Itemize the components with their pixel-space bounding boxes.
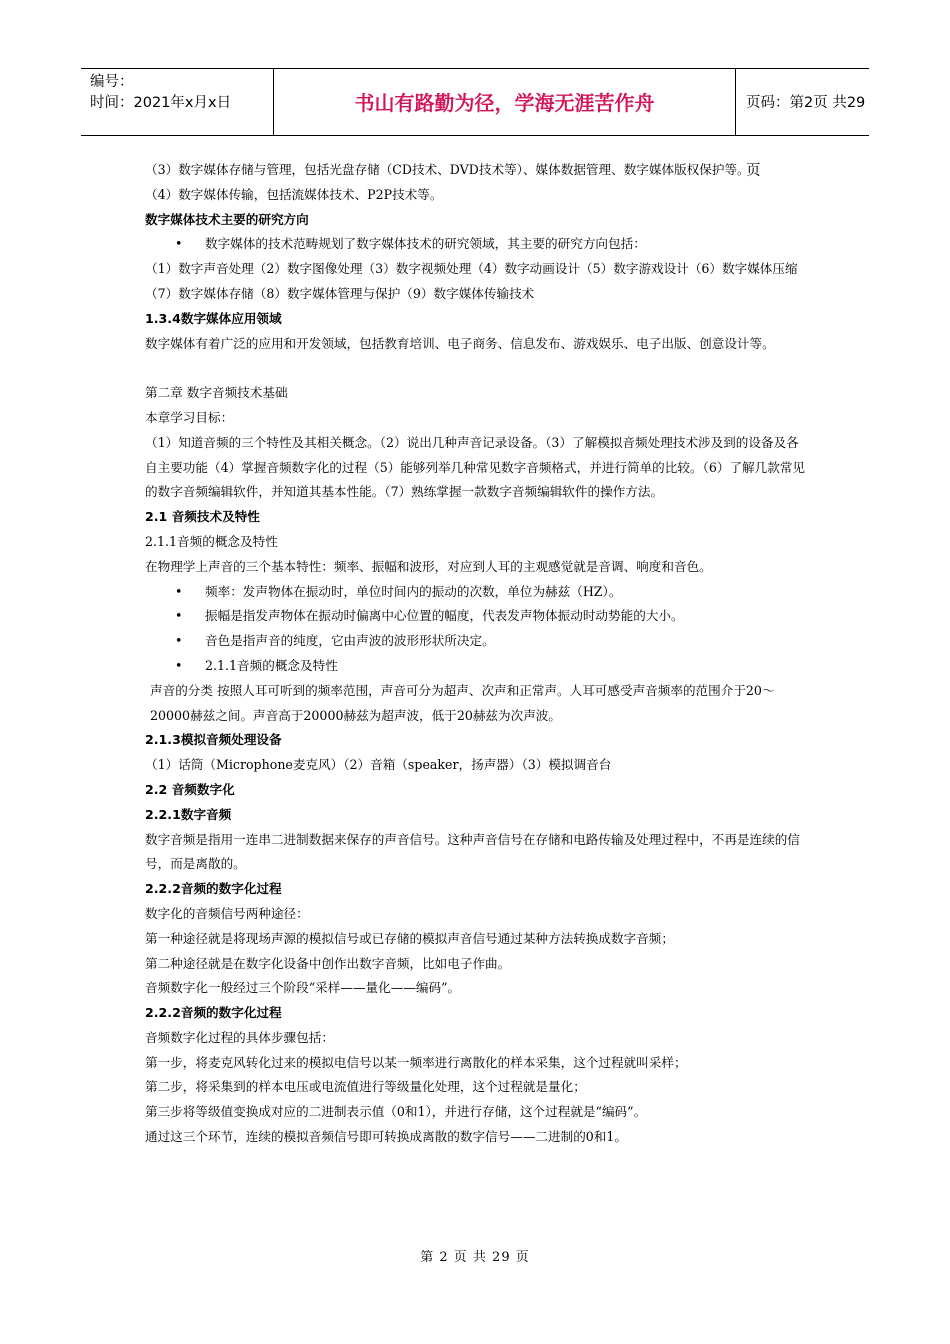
header-motto: 书山有路勤为径，学海无涯苦作舟 — [274, 69, 736, 135]
body-paragraph: 在物理学上声音的三个基本特性：频率、振幅和波形，对应到人耳的主观感觉就是音调、响度和音色。 — [145, 558, 712, 574]
body-paragraph: 第二步，将采集到的样本电压或电流值进行等级量化处理，这个过程就是量化； — [145, 1079, 586, 1095]
body-paragraph: 数字音频是指用一连串二进制数据来保存的声音信号。这种声音信号在存储和电路传输及处理过程中，不再是连续的信号，而是离散的。 — [145, 831, 800, 872]
body-paragraph: （3）数字媒体存储与管理，包括光盘存储（CD技术、DVD技术等）、媒体数据管理、数字媒体版权保护等。 — [145, 162, 750, 177]
body-paragraph: 本章学习目标： — [145, 409, 234, 425]
body-paragraph: （4）数字媒体传输，包括流媒体技术、P2P技术等。 — [145, 186, 443, 202]
page-footer: 第 2 页 共 29 页 — [420, 1250, 530, 1265]
blank-line — [145, 356, 810, 381]
body-paragraph: （1）知道音频的三个特性及其相关概念。（2）说出几种声音记录设备。（3）了解模拟音频处理技术涉及到的设备及各自主要功能（4）掌握音频数字化的过程（5）能够列举几种常见数字音频格式，并进行简单的比较。（6）了解几款常见的数字音频编辑软件，并知道其基本性能。（7）熟练掌握一款数字音频编辑软件的操作方法。 — [145, 434, 806, 500]
body-paragraph: 第一种途径就是将现场声源的模拟信号或已存储的模拟声音信号通过某种方法转换成数字音频； — [145, 930, 674, 946]
section-heading: 2.2.2音频的数字化过程 — [145, 1005, 282, 1021]
body-paragraph: 第二章 数字音频技术基础 — [145, 385, 288, 401]
body-paragraph: （1）数字声音处理（2）数字图像处理（3）数字视频处理（4）数字动画设计（5）数字游戏设计（6）数字媒体压缩（7）数字媒体存储（8）数字媒体管理与保护（9）数字媒体传输技术 — [145, 261, 798, 301]
bullet-text: 音色是指声音的纯度，它由声波的波形形状所决定。 — [205, 633, 495, 649]
body-paragraph: 音频数字化过程的具体步骤包括： — [145, 1029, 334, 1045]
body-paragraph: （1）话筒（Microphone麦克风）（2）音箱（speaker，扬声器）（3）模拟调音台 — [145, 757, 612, 773]
body-paragraph: 2.1.1音频的概念及特性 — [145, 533, 278, 549]
body-paragraph: 通过这三个环节，连续的模拟音频信号即可转换成离散的数字信号——二进制的0和1。 — [145, 1129, 627, 1145]
bullet-icon: • — [175, 608, 183, 624]
body-paragraph: 第二种途径就是在数字化设备中创作出数字音频，比如电子作曲。 — [145, 955, 511, 971]
bullet-text: 2.1.1音频的概念及特性 — [205, 657, 338, 673]
body-paragraph: 第一步，将麦克风转化过来的模拟电信号以某一频率进行离散化的样本采集，这个过程就叫采样； — [145, 1054, 687, 1070]
header-meta-cell — [81, 69, 274, 135]
bullet-item — [145, 654, 810, 679]
bullet-icon: • — [175, 657, 183, 673]
bullet-icon: • — [175, 583, 183, 599]
bullet-text: 振幅是指发声物体在振动时偏离中心位置的幅度，代表发声物体振动时动势能的大小。 — [205, 608, 684, 624]
bullet-icon: • — [175, 236, 183, 252]
body-paragraph: 声音的分类 按照人耳可听到的频率范围，声音可分为超声、次声和正常声。人耳可感受声音频率的范围介于20～20000赫兹之间。声音高于20000赫兹为超声波，低于20赫兹为次声波。 — [150, 682, 775, 723]
bullet-item — [145, 604, 810, 629]
body-paragraph: 数字化的音频信号两种途径： — [145, 905, 309, 921]
body-paragraph: 音频数字化一般经过三个阶段“采样——量化——编码”。 — [145, 980, 461, 996]
bullet-text: 频率：发声物体在振动时，单位时间内的振动的次数，单位为赫兹（HZ）。 — [205, 583, 622, 599]
section-heading: 数字媒体技术主要的研究方向 — [145, 211, 309, 227]
time-label: 时间：2021年x月x日 — [90, 95, 232, 111]
bullet-item — [145, 629, 810, 654]
section-heading: 2.1.3模拟音频处理设备 — [145, 732, 282, 748]
section-heading: 2.1 音频技术及特性 — [145, 509, 260, 525]
section-heading: 2.2.2音频的数字化过程 — [145, 881, 282, 897]
section-heading: 2.2.1数字音频 — [145, 806, 232, 822]
bullet-text: 数字媒体的技术范畴规划了数字媒体技术的研究领域，其主要的研究方向包括： — [205, 236, 646, 252]
bullet-item — [145, 232, 810, 257]
section-heading: 2.2 音频数字化 — [145, 781, 235, 797]
body-paragraph: 第三步将等级值变换成对应的二进制表示值（0和1），并进行存储，这个过程就是“编码”。 — [145, 1104, 647, 1120]
bullet-icon: • — [175, 633, 183, 649]
section-heading: 1.3.4数字媒体应用领域 — [145, 310, 282, 326]
document-body — [145, 158, 810, 1150]
header-page-info: 页码：第2页 共29页 — [746, 95, 866, 179]
number-label: 编号： — [90, 74, 134, 90]
body-paragraph: 数字媒体有着广泛的应用和开发领域，包括教育培训、电子商务、信息发布、游戏娱乐、电子出版、创意设计等。 — [145, 335, 775, 351]
bullet-item — [145, 580, 810, 605]
